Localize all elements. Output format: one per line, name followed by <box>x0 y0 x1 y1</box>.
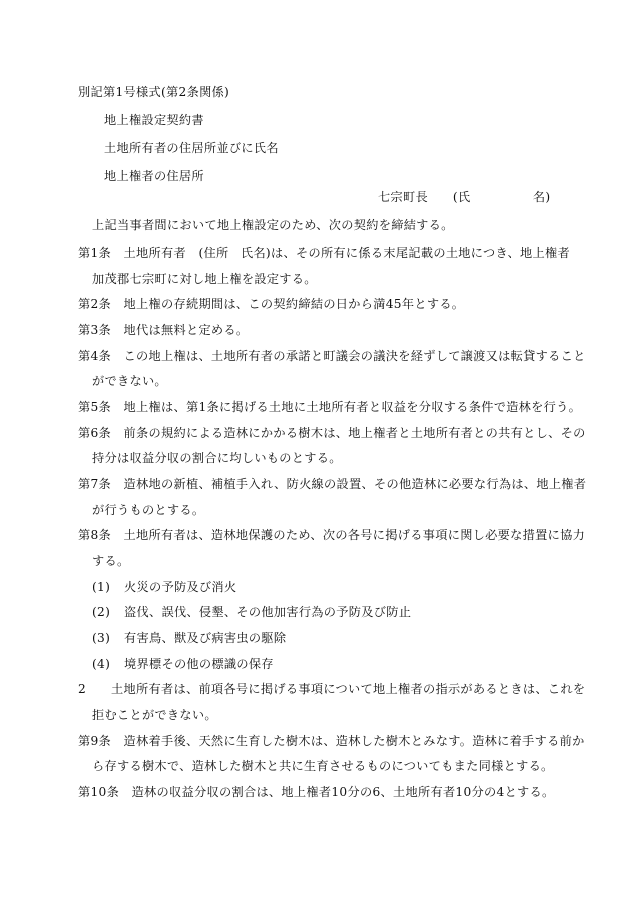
article-5: 第5条 地上権は、第1条に掲げる土地に土地所有者と収益を分収する条件で造林を行う。 <box>78 400 582 414</box>
article-1-line-2: 加茂郡七宗町に対し地上権を設定する。 <box>92 272 317 286</box>
item-text: 境界標その他の標識の保存 <box>124 657 274 671</box>
item-number: (4) <box>92 657 111 671</box>
article-7-line-1: 第7条 造林地の新植、補植手入れ、防火線の設置、その他造林に必要な行為は、地上権者 <box>78 477 587 491</box>
article-9-line-1: 第9条 造林着手後、天然に生育した樹木は、造林した樹木とみなす。造林に着手する前か <box>78 734 585 748</box>
article-9-line-2: ら存する樹木で、造林した樹木と共に生育させるものについてもまた同様とする。 <box>92 759 554 773</box>
article-10: 第10条 造林の収益分収の割合は、地上権者10分の6、土地所有者10分の4とする。 <box>78 785 555 799</box>
item-text: 火災の予防及び消火 <box>124 580 237 594</box>
article-7-line-2: が行うものとする。 <box>92 503 205 517</box>
contract-title: 地上権設定契約書 <box>104 113 204 127</box>
article-6-line-2: 持分は収益分収の割合に均しいものとする。 <box>92 451 342 465</box>
item-text: 盗伐、誤伐、侵墾、その他加害行為の予防及び防止 <box>124 605 412 619</box>
landowner-line: 土地所有者の住居所並びに氏名 <box>104 141 279 155</box>
article-1-line-1: 第1条 土地所有者 (住所 氏名)は、その所有に係る末尾記載の土地につき、地上権者 <box>78 246 570 260</box>
article-6-line-1: 第6条 前条の規約による造林にかかる樹木は、地上権者と土地所有者との共有とし、その <box>78 426 586 440</box>
item-number: (1) <box>92 580 111 594</box>
article-3: 第3条 地代は無料と定める。 <box>78 323 249 337</box>
item-number: (3) <box>92 631 111 645</box>
superficiary-line: 地上権者の住居所 <box>104 169 204 183</box>
intro-paragraph: 上記当事者間において地上権設定のため、次の契約を締結する。 <box>92 218 454 232</box>
article-4-line-1: 第4条 この地上権は、土地所有者の承諾と町議会の議決を経ずして譲渡又は転貸すること <box>78 349 586 363</box>
article-8-line-2: する。 <box>92 554 130 568</box>
paragraph-2-line-2: 拒むことができない。 <box>92 708 217 722</box>
item-text: 有害鳥、獣及び病害虫の駆除 <box>124 631 287 645</box>
item-number: (2) <box>92 605 111 619</box>
article-8-line-1: 第8条 土地所有者は、造林地保護のため、次の各号に掲げる事項に関し必要な措置に協力 <box>78 528 586 542</box>
form-label: 別記第1号様式(第2条関係) <box>78 85 230 99</box>
signatory-line: 七宗町長 (氏 名) <box>378 190 551 204</box>
article-2: 第2条 地上権の存続期間は、この契約締結の日から満45年とする。 <box>78 297 465 311</box>
article-4-line-2: ができない。 <box>92 374 167 388</box>
paragraph-2-line-1: 2 土地所有者は、前項各号に掲げる事項について地上権者の指示があるときは、これを <box>78 682 586 696</box>
